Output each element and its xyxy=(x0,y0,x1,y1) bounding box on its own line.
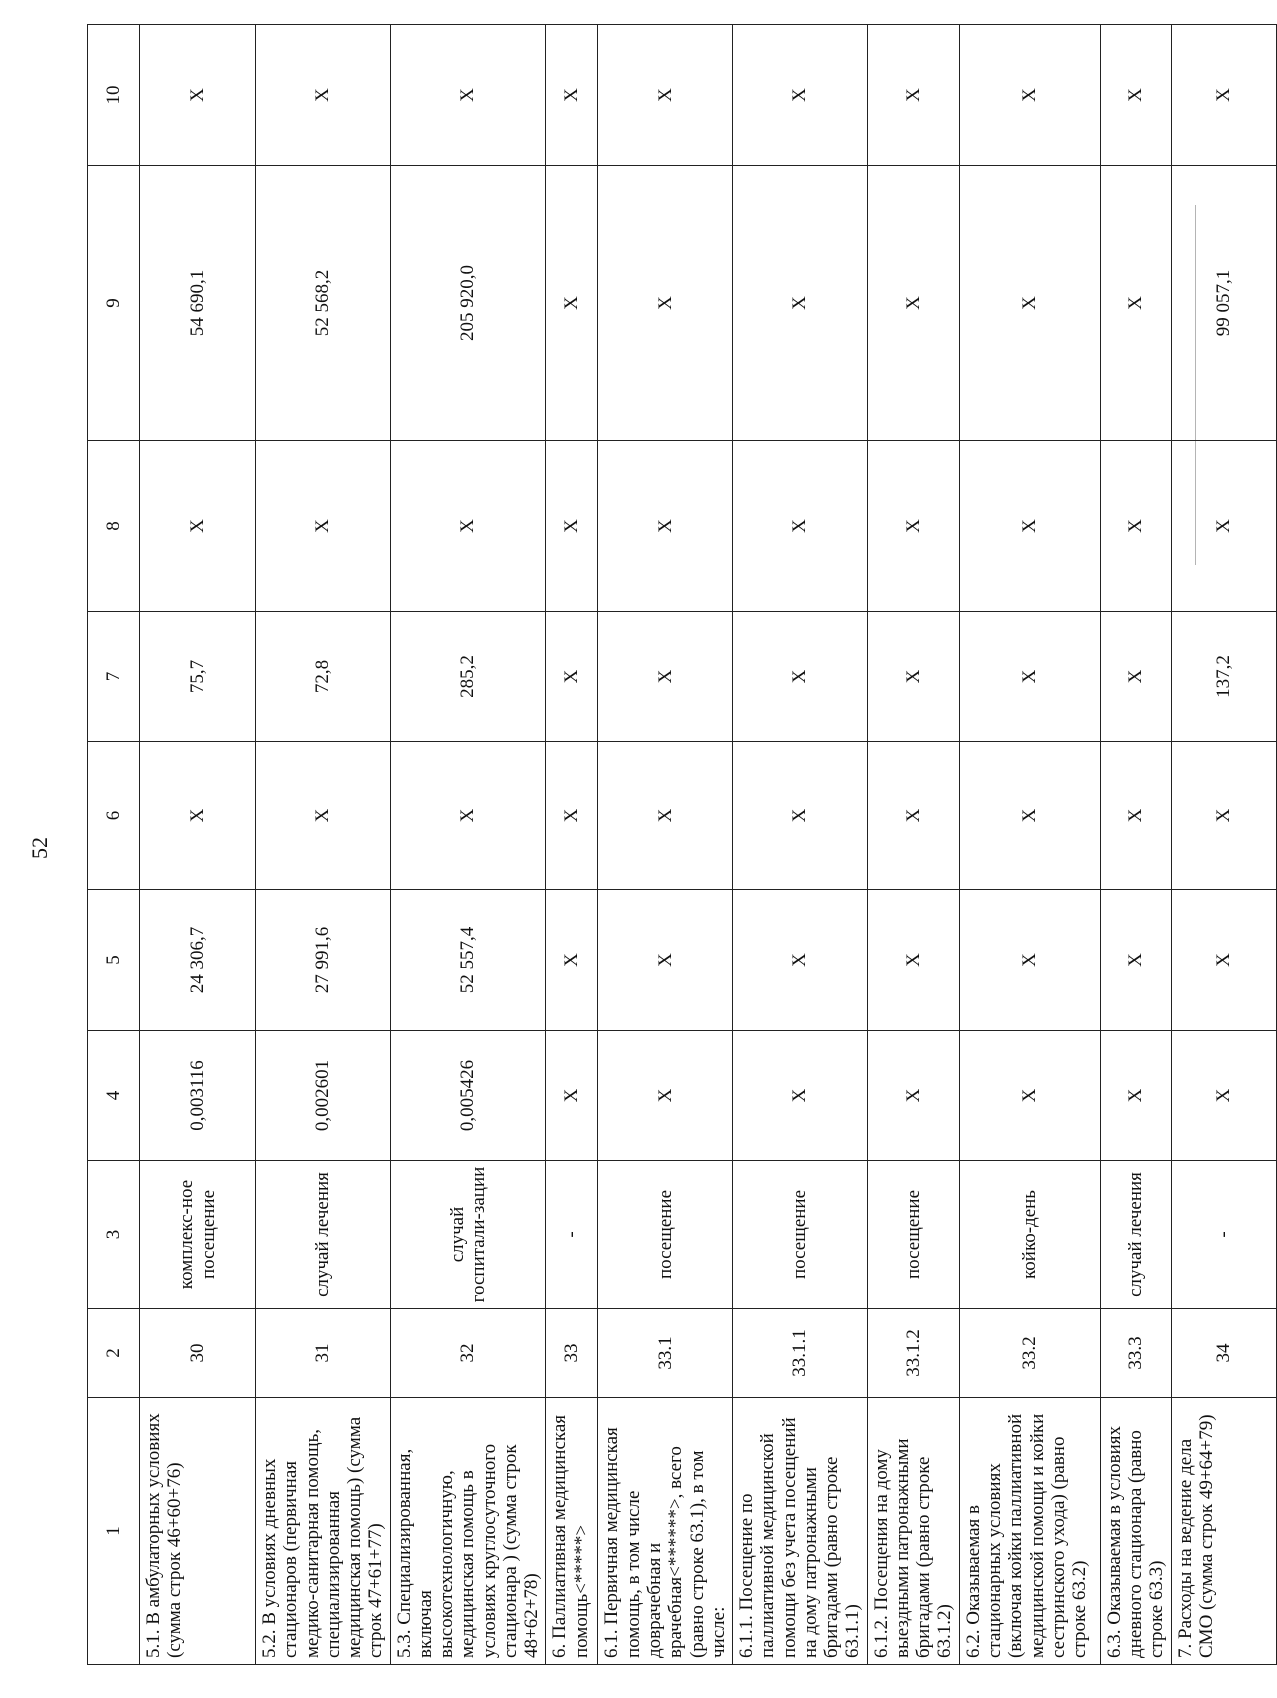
value-cell: X xyxy=(959,441,1100,612)
value-cell: X xyxy=(1100,612,1171,742)
header-cell: 1 xyxy=(88,1398,140,1665)
value-cell: X xyxy=(598,1031,733,1161)
value-cell: X xyxy=(140,742,256,890)
unit-cell: койко-день xyxy=(959,1161,1100,1309)
value-cell: X xyxy=(598,612,733,742)
value-cell: X xyxy=(733,742,868,890)
value-cell: X xyxy=(959,612,1100,742)
unit-cell: комплекс-ное посещение xyxy=(140,1161,256,1309)
value-cell: X xyxy=(733,25,868,166)
value-cell: 27 991,6 xyxy=(256,890,391,1031)
value-cell: X xyxy=(598,441,733,612)
header-cell: 7 xyxy=(88,612,140,742)
page-number: 52 xyxy=(27,837,52,859)
value-cell: X xyxy=(390,25,546,166)
value-cell: X xyxy=(867,166,959,441)
table-row xyxy=(546,25,598,1665)
value-cell: X xyxy=(256,742,391,890)
value-cell: X xyxy=(1100,742,1171,890)
value-cell: X xyxy=(1171,1031,1276,1161)
value-cell: X xyxy=(733,890,868,1031)
value-cell: X xyxy=(959,742,1100,890)
value-cell: X xyxy=(959,1031,1100,1161)
value-cell: X xyxy=(867,612,959,742)
unit-cell: случай лечения xyxy=(256,1161,391,1309)
header-cell: 9 xyxy=(88,166,140,441)
header-cell: 3 xyxy=(88,1161,140,1309)
value-cell: X xyxy=(390,441,546,612)
value-cell: X xyxy=(1100,166,1171,441)
value-cell: 99 057,1 xyxy=(1171,166,1276,441)
value-cell: X xyxy=(546,890,598,1031)
value-cell: X xyxy=(733,441,868,612)
value-cell: X xyxy=(733,612,868,742)
row-number-cell: 32 xyxy=(390,1309,546,1398)
unit-cell: посещение xyxy=(598,1161,733,1309)
value-cell: X xyxy=(867,890,959,1031)
unit-cell: посещение xyxy=(733,1161,868,1309)
unit-cell: - xyxy=(546,1161,598,1309)
value-cell: X xyxy=(140,441,256,612)
table-row xyxy=(390,25,546,1665)
value-cell: X xyxy=(1100,1031,1171,1161)
header-cell: 10 xyxy=(88,25,140,166)
value-cell: X xyxy=(959,25,1100,166)
header-cell: 8 xyxy=(88,441,140,612)
row-label-cell: 6.1.2. Посещения на дому выездными патронажными бригадами (равно строке 63.1.2) xyxy=(867,1398,959,1665)
value-cell: X xyxy=(733,166,868,441)
value-cell: X xyxy=(867,441,959,612)
value-cell: 72,8 xyxy=(256,612,391,742)
value-cell: X xyxy=(1100,25,1171,166)
row-number-cell: 33.1.2 xyxy=(867,1309,959,1398)
value-cell: X xyxy=(546,441,598,612)
value-cell: X xyxy=(959,166,1100,441)
row-number-cell: 33.3 xyxy=(1100,1309,1171,1398)
unit-cell: - xyxy=(1171,1161,1276,1309)
row-number-cell: 33.1 xyxy=(598,1309,733,1398)
value-cell: 24 306,7 xyxy=(140,890,256,1031)
value-cell: 54 690,1 xyxy=(140,166,256,441)
value-cell: X xyxy=(1171,441,1276,612)
value-cell: 205 920,0 xyxy=(390,166,546,441)
unit-cell: случай лечения xyxy=(1100,1161,1171,1309)
table-row xyxy=(1171,25,1276,1665)
value-cell: X xyxy=(733,1031,868,1161)
rotated-table-sheet xyxy=(87,25,1234,1665)
row-label-cell: 7. Расходы на ведение дела СМО (сумма строк 49+64+79) xyxy=(1171,1398,1276,1665)
table-row xyxy=(733,25,868,1665)
header-cell: 6 xyxy=(88,742,140,890)
value-cell: X xyxy=(1171,742,1276,890)
row-number-cell: 34 xyxy=(1171,1309,1276,1398)
value-cell: X xyxy=(867,1031,959,1161)
value-cell: X xyxy=(256,441,391,612)
table-row xyxy=(867,25,959,1665)
header-cell: 2 xyxy=(88,1309,140,1398)
table-row xyxy=(256,25,391,1665)
row-label-cell: 5.1. В амбулаторных условиях (сумма строк 46+60+76) xyxy=(140,1398,256,1665)
row-label-cell: 6.2. Оказываемая в стационарных условиях (включая койки паллиативной медицинской помощи и койки сестринского ухода) (равно строке 63.2) xyxy=(959,1398,1100,1665)
value-cell: X xyxy=(1171,890,1276,1031)
table-row xyxy=(959,25,1100,1665)
value-cell: X xyxy=(1100,890,1171,1031)
row-number-cell: 33 xyxy=(546,1309,598,1398)
value-cell: X xyxy=(598,890,733,1031)
value-cell: X xyxy=(546,1031,598,1161)
row-label-cell: 6.1. Первичная медицинская помощь, в том числе доврачебная и врачебная<******>, всего (равно строке 63.1), в том числе: xyxy=(598,1398,733,1665)
table-row xyxy=(598,25,733,1665)
unit-cell: случай госпитали-зации xyxy=(390,1161,546,1309)
value-cell: X xyxy=(546,25,598,166)
value-cell: X xyxy=(546,742,598,890)
value-cell: X xyxy=(390,742,546,890)
row-number-cell: 33.1.1 xyxy=(733,1309,868,1398)
row-number-cell: 33.2 xyxy=(959,1309,1100,1398)
value-cell: X xyxy=(1171,25,1276,166)
unit-cell: посещение xyxy=(867,1161,959,1309)
value-cell: X xyxy=(140,25,256,166)
value-cell: X xyxy=(598,742,733,890)
header-row xyxy=(88,25,140,1665)
value-cell: X xyxy=(598,25,733,166)
value-cell: 0,003116 xyxy=(140,1031,256,1161)
row-label-cell: 6.3. Оказываемая в условиях дневного стационара (равно строке 63.3) xyxy=(1100,1398,1171,1665)
value-cell: X xyxy=(867,742,959,890)
table-row xyxy=(1100,25,1171,1665)
row-label-cell: 6.1.1. Посещение по паллиативной медицинской помощи без учета посещений на дому патронажными бригадами (равно строке 63.1.1) xyxy=(733,1398,868,1665)
expenditure-table xyxy=(87,24,1277,1665)
value-cell: 52 568,2 xyxy=(256,166,391,441)
table-row xyxy=(140,25,256,1665)
value-cell: 0,002601 xyxy=(256,1031,391,1161)
value-cell: X xyxy=(1100,441,1171,612)
value-cell: 285,2 xyxy=(390,612,546,742)
value-cell: X xyxy=(867,25,959,166)
row-number-cell: 30 xyxy=(140,1309,256,1398)
row-number-cell: 31 xyxy=(256,1309,391,1398)
value-cell: 0,005426 xyxy=(390,1031,546,1161)
value-cell: 52 557,4 xyxy=(390,890,546,1031)
row-label-cell: 5.2. В условиях дневных стационаров (первичная медико-санитарная помощь, специализированная медицинская помощь) (сумма строк 47+61+77) xyxy=(256,1398,391,1665)
row-label-cell: 6. Паллиативная медицинская помощь<*****> xyxy=(546,1398,598,1665)
value-cell: 75,7 xyxy=(140,612,256,742)
value-cell: 137,2 xyxy=(1171,612,1276,742)
value-cell: X xyxy=(598,166,733,441)
value-cell: X xyxy=(256,25,391,166)
value-cell: X xyxy=(959,890,1100,1031)
header-cell: 4 xyxy=(88,1031,140,1161)
value-cell: X xyxy=(546,166,598,441)
header-cell: 5 xyxy=(88,890,140,1031)
value-cell: X xyxy=(546,612,598,742)
row-label-cell: 5.3. Специализированная, включая высокотехнологичную, медицинская помощь в условиях круглосуточного стационара ) (сумма строк 48+62+78) xyxy=(390,1398,546,1665)
